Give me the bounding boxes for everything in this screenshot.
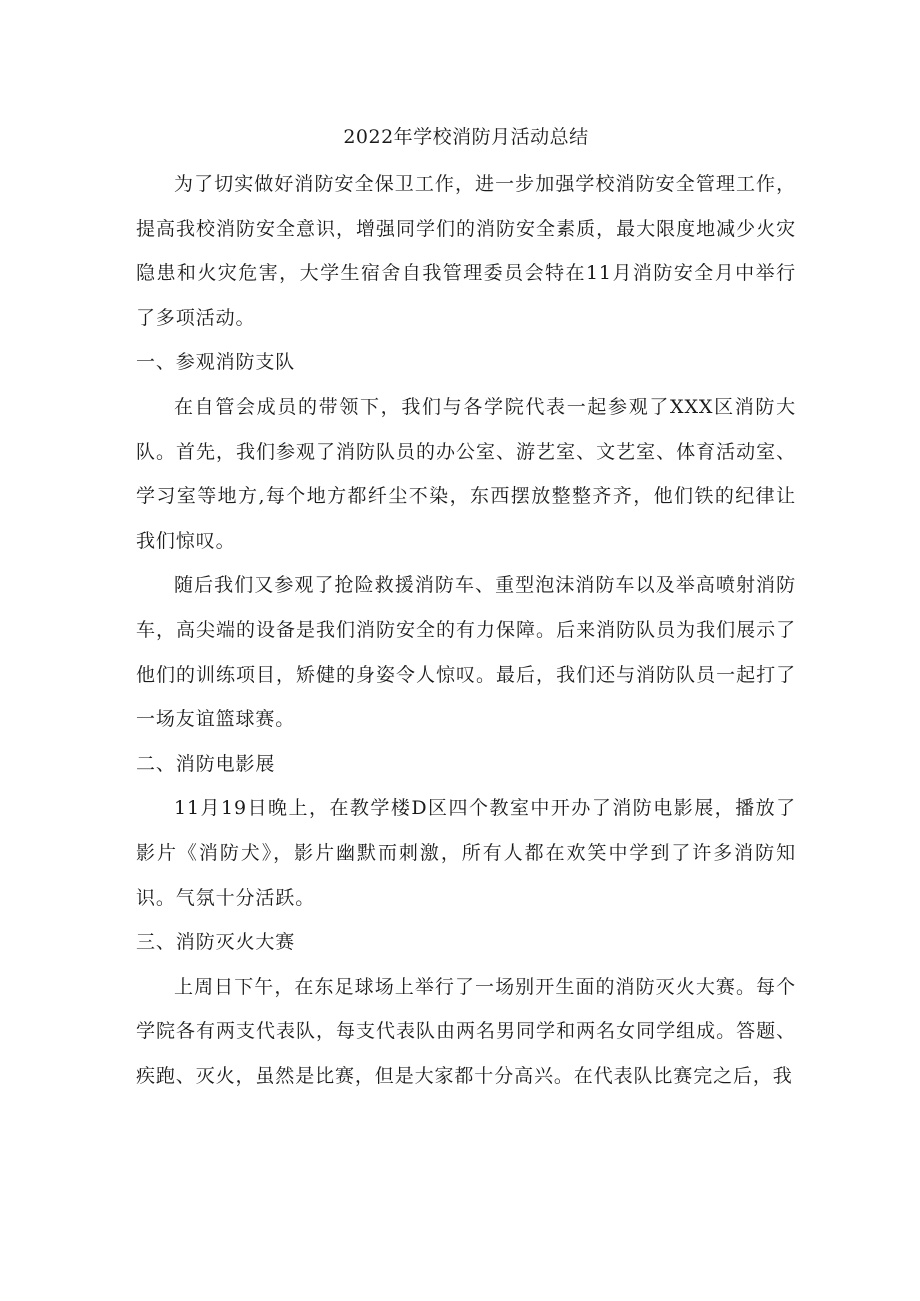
section-film-paragraph-1: 11月19日晚上，在教学楼D区四个教室中开办了消防电影展，播放了影片《消防犬》，影片幽默而刺激，所有人都在欢笑中学到了许多消防知识。气氛十分活跃。 xyxy=(136,797,796,909)
section-visit-paragraph-2: 随后我们又参观了抢险救援消防车、重型泡沫消防车以及举高喷射消防车，高尖端的设备是我们消防安全的有力保障。后来消防队员为我们展示了他们的训练项目，矫健的身姿令人惊叹。最后，我们还与消防队员一起打了一场友谊篮球赛。 xyxy=(136,574,796,731)
title-spacer xyxy=(136,154,796,162)
section-heading-film: 二、消防电影展 xyxy=(136,752,276,775)
section-heading-contest: 三、消防灭火大赛 xyxy=(136,931,296,954)
intro-paragraph: 为了切实做好消防安全保卫工作，进一步加强学校消防安全管理工作，提高我校消防安全意识，增强同学们的消防安全素质，最大限度地减少火灾隐患和火灾危害，大学生宿舍自我管理委员会特在11月消防安全月中举行了多项活动。 xyxy=(136,173,796,329)
section-visit-paragraph-1: 在自管会成员的带领下，我们与各学院代表一起参观了XXX区消防大队。首先，我们参观了消防队员的办公室、游艺室、文艺室、体育活动室、学习室等地方,每个地方都纤尘不染，东西摆放整整齐齐，他们铁的纪律让我们惊叹。 xyxy=(136,395,796,552)
section-heading-visit: 一、参观消防支队 xyxy=(136,351,296,374)
document-body xyxy=(136,120,796,1098)
page-title: 2022年学校消防月活动总结 xyxy=(343,126,589,148)
section-contest-paragraph-1: 上周日下午，在东足球场上举行了一场别开生面的消防灭火大赛。每个学院各有两支代表队，每支代表队由两名男同学和两名女同学组成。答题、疾跑、灭火，虽然是比赛，但是大家都十分高兴。在代表队比赛完之后，我 xyxy=(136,975,796,1087)
